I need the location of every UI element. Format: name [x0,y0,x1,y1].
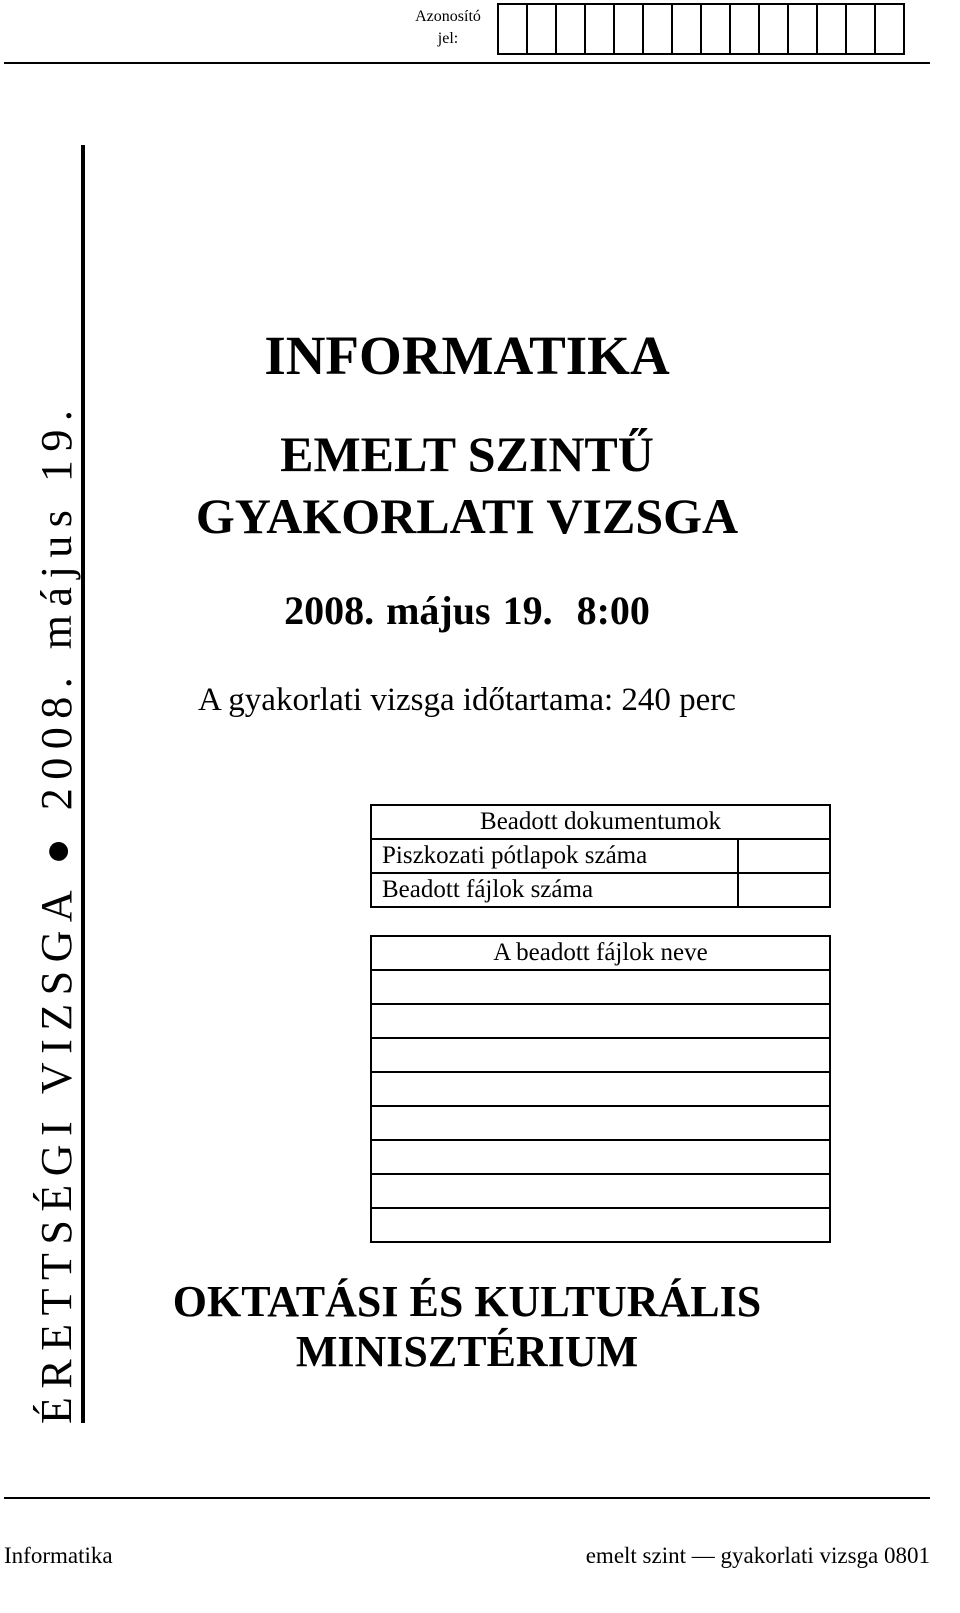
id-code-box[interactable] [731,5,760,53]
id-code-box[interactable] [702,5,731,53]
id-label-line2: jel: [437,30,459,47]
footer-subject: Informatika [4,1543,113,1568]
file-names-table [370,935,831,1243]
file-name-field[interactable] [371,1038,830,1072]
table-row [371,1174,830,1208]
table-row [371,1004,830,1038]
file-names-header: A beadott fájlok neve [371,936,830,970]
file-name-field[interactable] [371,1208,830,1242]
id-code-box[interactable] [615,5,644,53]
ministry-name-line2: MINISZTÉRIUM [295,1327,639,1376]
table-row [371,1208,830,1242]
table-row [371,1072,830,1106]
file-name-field[interactable] [371,1106,830,1140]
id-code-boxes[interactable] [497,3,905,55]
submitted-files-label: Beadott fájlok száma [371,873,738,907]
id-code-box[interactable] [586,5,615,53]
ministry-name-line1: OKTATÁSI ÉS KULTURÁLIS [172,1277,762,1326]
id-label-line1: Azonosító [415,8,481,25]
table-row [371,1106,830,1140]
header-divider [4,62,930,64]
draft-sheets-count-field[interactable] [738,839,830,873]
exam-date-text: 2008. május 19. 8:00 [284,588,650,633]
footer-divider [4,1497,930,1499]
file-name-field[interactable] [371,1174,830,1208]
id-code-box[interactable] [818,5,847,53]
id-code-box[interactable] [847,5,876,53]
table-row [371,970,830,1004]
file-name-field[interactable] [371,1004,830,1038]
submitted-files-count-field[interactable] [738,873,830,907]
id-code-box[interactable] [644,5,673,53]
id-code-box[interactable] [557,5,586,53]
id-code-box[interactable] [528,5,557,53]
side-band-text: ÉRETTSÉGI VIZSGA ● 2008. május 19. [32,401,81,1424]
id-code-box[interactable] [876,5,905,53]
id-code-box[interactable] [789,5,818,53]
file-name-field[interactable] [371,970,830,1004]
table-row [371,1140,830,1174]
exam-type-title: GYAKORLATI VIZSGA [195,488,739,544]
footer-exam-info: emelt szint — gyakorlati vizsga 0801 [585,1543,930,1568]
id-label [400,6,496,50]
exam-duration: A gyakorlati vizsga időtartama: 240 perc [198,682,736,718]
exam-date [0,587,934,635]
file-name-field[interactable] [371,1140,830,1174]
table-row [371,839,830,873]
draft-sheets-label: Piszkozati pótlapok száma [371,839,738,873]
submitted-documents-table [370,804,831,908]
submitted-documents-header: Beadott dokumentumok [371,805,830,839]
id-code-box[interactable] [673,5,702,53]
subject-title: INFORMATIKA [264,325,670,386]
id-code-box[interactable] [760,5,789,53]
table-row [371,873,830,907]
table-row [371,1038,830,1072]
level-title: EMELT SZINTŰ [280,426,654,482]
id-code-box[interactable] [499,5,528,53]
file-name-field[interactable] [371,1072,830,1106]
